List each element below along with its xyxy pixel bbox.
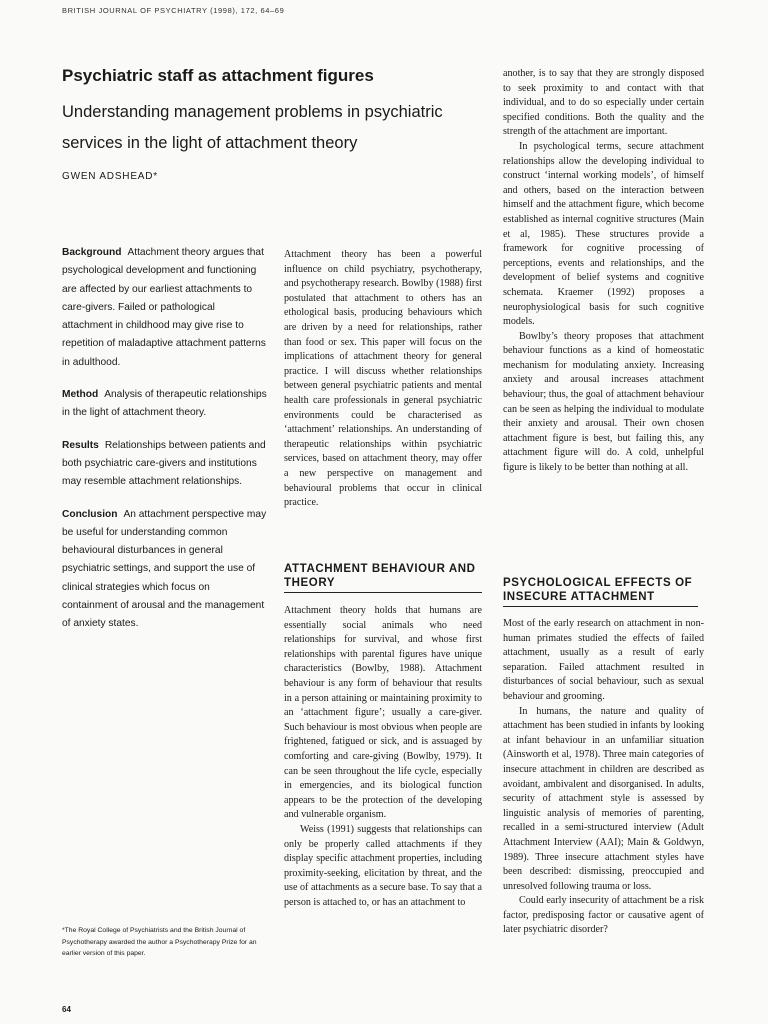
article-title: Psychiatric staff as attachment figures [62, 66, 374, 85]
paragraph: Could early insecurity of attachment be a risk factor, predisposing factor or causative agent of later psychiatric disorder? [503, 895, 704, 936]
paragraph: Weiss (1991) suggests that relationships can only be properly called attachments if they display specific attachment properties, including proximity-seeking, elicitation by threat, and the use of attachments as a secure base. To say that a person is attached to, or has an attachment to [284, 823, 482, 908]
intro-column [284, 248, 482, 511]
abstract-results [62, 437, 267, 492]
abstract-method-text: Analysis of therapeutic relationships in the light of attachment theory. [62, 389, 267, 419]
paragraph: Bowlby’s theory proposes that attachment behaviour functions as a kind of homeostatic mechanism for modulating anxiety. Increasing anxiety and arousal increases attachment behaviour; thus, the goal of attachment behaviour can be seen as helping the individual to modulate their anxiety and arousal. Their own chosen attachment figure is best, but failing this, any attachment figure will do. A cold, unhelpful figure is likely to be better than nothing at all. [503, 330, 704, 474]
section-heading-attachment-behaviour: ATTACHMENT BEHAVIOUR AND THEORY [284, 562, 482, 593]
section-insecure-attachment-body [503, 617, 704, 938]
footnote: *The Royal College of Psychiatrists and the British Journal of Psychotherapy awarded the author a Psychotherapy Prize for an earlier version of this paper. [62, 927, 257, 957]
section-attachment-behaviour-body [284, 604, 482, 910]
paragraph: another, is to say that they are strongly disposed to seek proximity to and contact with that individual, and to do so especially under certain specified conditions. Both the quality and the strength of the attachment are important. [503, 68, 704, 138]
paragraph: Most of the early research on attachment in non-human primates studied the effects of failed attachment, usually as a result of early separation. Failed attachment resulted in disturbances of social behaviour, such as sexual behaviour and grooming. [503, 618, 704, 702]
section-heading-insecure-attachment: PSYCHOLOGICAL EFFECTS OF INSECURE ATTACHMENT [503, 576, 698, 607]
abstract-results-text: Relationships between patients and both psychiatric care-givers and institutions may resemble attachment relationships. [62, 439, 266, 488]
page-number: 64 [62, 1005, 71, 1014]
abstract-background [62, 244, 267, 372]
abstract-background-label: Background [62, 247, 122, 258]
abstract-method-label: Method [62, 389, 99, 401]
abstract-conclusion-text: An attachment perspective may be useful for understanding common behavioural disturbances in general psychiatric settings, and support the use of clinical strategies which focus on containment of arousal and the management of anxiety states. [62, 508, 267, 630]
paragraph: In humans, the nature and quality of attachment has been studied in infants by looking at infant behaviour in an unfamiliar situation (Ainsworth et al, 1978). Three main categories of insecure attachment in children are described as avoidant, ambivalent and disorganised. In adults, security of attachment style is assessed by linguistic analysis of memories of parenting, recalled in a semi-structured interview (Adult Attachment Interview (AAI); Main & Goldwyn, 1989). Three insecure attachment styles have been described: dismissing, preoccupied and unresolved following trauma or loss. [503, 705, 704, 892]
right-column-top [503, 67, 704, 476]
paragraph: Attachment theory holds that humans are essentially social animals who need relationships for survival, and whose first relationships with parental figures have unique characteristics (Bowlby, 1988). Attachment behaviour is any form of behaviour that results in a person attaining or maintaining proximity to an ‘attachment figure’; usually a care-giver. Such behaviour is most obvious when people are frightened, fatigued or sick, and is assuaged by comforting and care-giving (Bowlby, 1979). It can be seen throughout the life cycle, especially in emergencies, and its biological function appears to be the protection of the developing and vulnerable organism. [284, 605, 482, 821]
intro-paragraph: Attachment theory has been a powerful influence on child psychiatry, psychotherapy, and psychotherapy research. Bowlby (1988) first postulated that attachment to others has an ethological basis, producing behaviours which are driven by a need for relationships, rather than food or sex. This paper will focus on the implications of attachment theory for general practice. I will discuss whether relationships between general psychiatric patients and mental health care professionals in general psychiatric environments could be characterised as ‘attachment’ relationships. An understanding of therapeutic relationships within psychiatric services, based on attachment theory, may offer a new perspective on management and behavioural problems that occur in clinical practice. [284, 249, 482, 509]
author-name: GWEN ADSHEAD* [62, 171, 158, 182]
abstract-conclusion [62, 506, 267, 634]
paragraph: In psychological terms, secure attachment relationships allow the developing individual to construct ‘internal working models’, of himself and others, based on the interaction between himself and the attachment figure, which become established as internal cognitive structures (Main et al, 1985). These structures provide a framework for cognitive processing of perceptions, events and relationships, and the development of belief systems and cognitive schemata. Kraemer (1992) proposes a neurophysiological basis for such cognitive models. [503, 140, 704, 328]
abstract [62, 244, 267, 648]
abstract-results-label: Results [62, 439, 99, 451]
abstract-conclusion-label: Conclusion [62, 508, 118, 520]
abstract-background-text: Attachment theory argues that psychological development and functioning are affected by our earliest attachments to care-givers. Failed or pathological attachment in childhood may give rise to repetition of maladaptive attachment patterns in adulthood. [62, 247, 266, 368]
article-subtitle: Understanding management problems in psychiatric services in the light of attachment theory [62, 103, 443, 152]
abstract-method [62, 386, 267, 423]
running-head: BRITISH JOURNAL OF PSYCHIATRY (1998), 172, 64–69 [62, 6, 285, 15]
